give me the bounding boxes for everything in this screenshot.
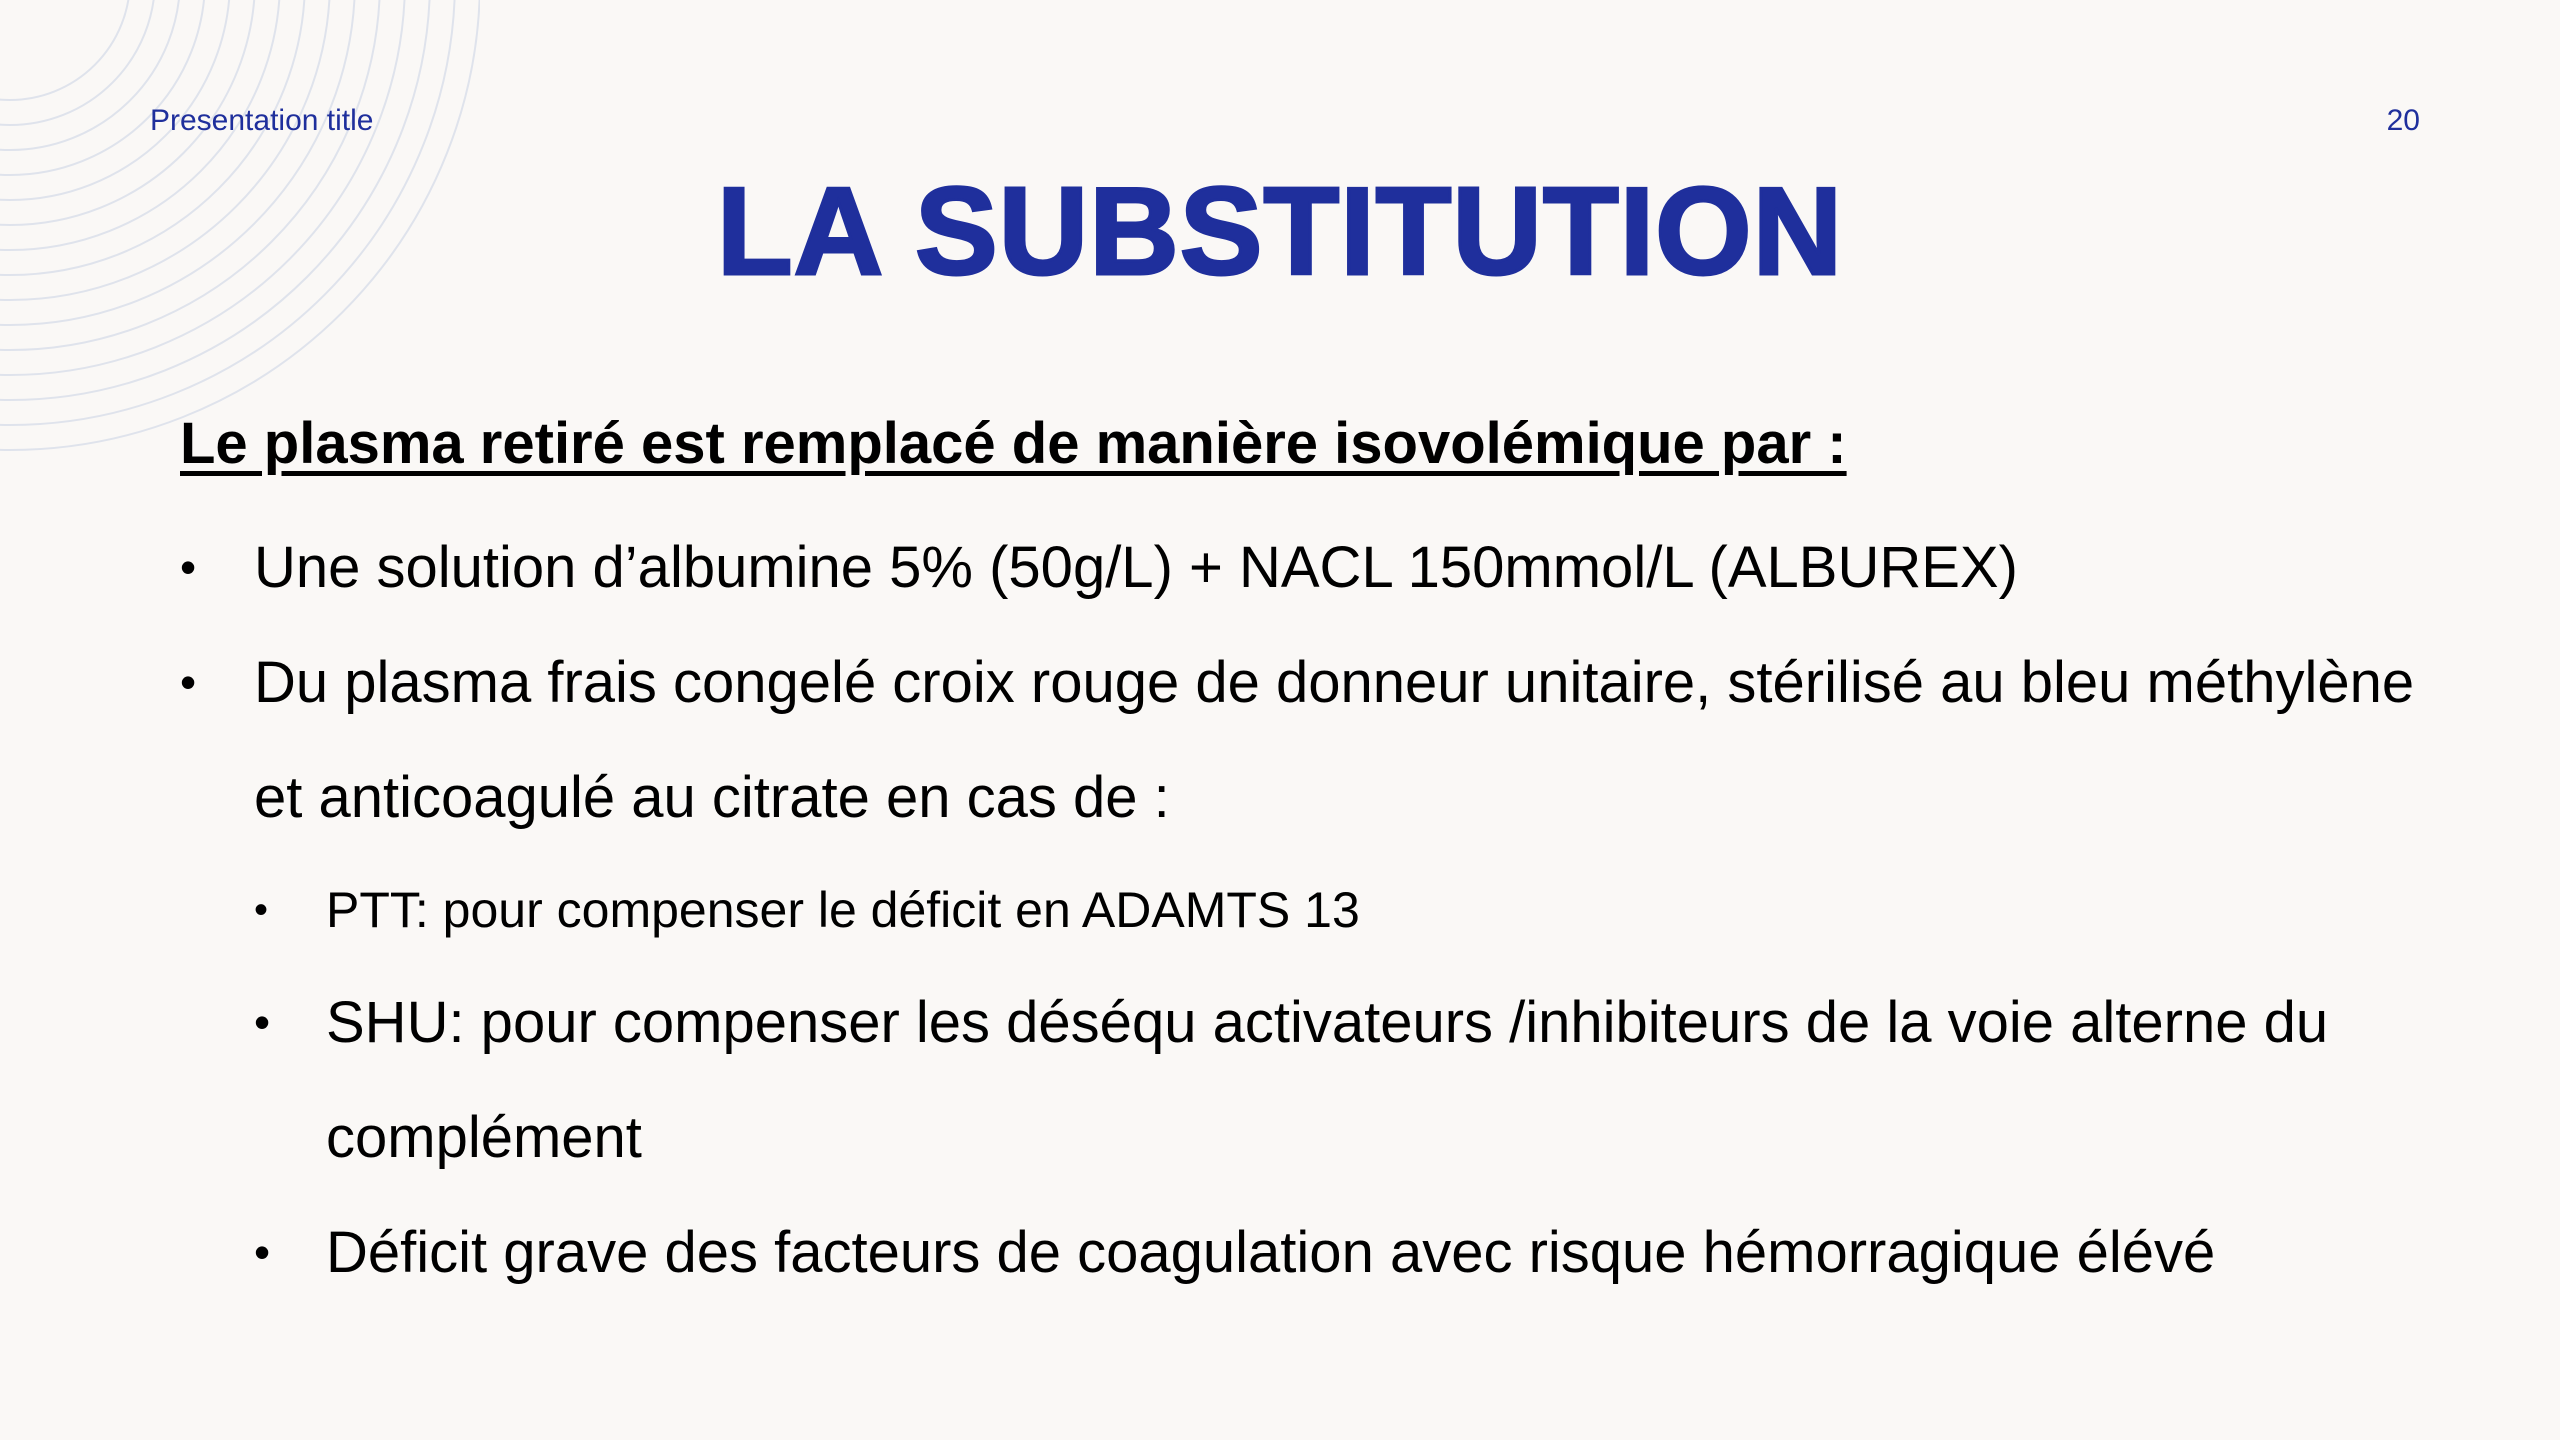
intro-heading: Le plasma retiré est remplacé de manière isovolémique par : — [180, 411, 1847, 476]
sub-bullet-list — [254, 855, 2420, 1310]
sub-bullet-text: Déficit grave des facteurs de coagulation avec risque hémorragique élévé — [326, 1220, 2216, 1285]
slide-content — [180, 404, 2420, 1310]
sub-bullet-text: PTT: pour compenser le déficit en ADAMTS 13 — [326, 882, 1360, 938]
list-item — [180, 510, 2420, 625]
page-number: 20 — [2386, 104, 2420, 137]
list-item — [180, 625, 2420, 1310]
sub-list-item — [254, 855, 2420, 965]
bullet-text: Une solution d’albumine 5% (50g/L) + NACL 150mmol/L (ALBUREX) — [254, 535, 2018, 600]
bullet-list — [180, 510, 2420, 1310]
presentation-title: Presentation title — [150, 104, 374, 137]
sub-list-item — [254, 1195, 2420, 1310]
sub-list-item — [254, 965, 2420, 1195]
bullet-text: Du plasma frais congelé croix rouge de donneur unitaire, stérilisé au bleu méthylène et anticoagulé au citrate en cas de : — [254, 650, 2415, 830]
sub-bullet-text: SHU: pour compenser les déséqu activateurs /inhibiteurs de la voie alterne du complément — [326, 990, 2329, 1170]
slide-title: LA SUBSTITUTION — [716, 163, 1844, 301]
